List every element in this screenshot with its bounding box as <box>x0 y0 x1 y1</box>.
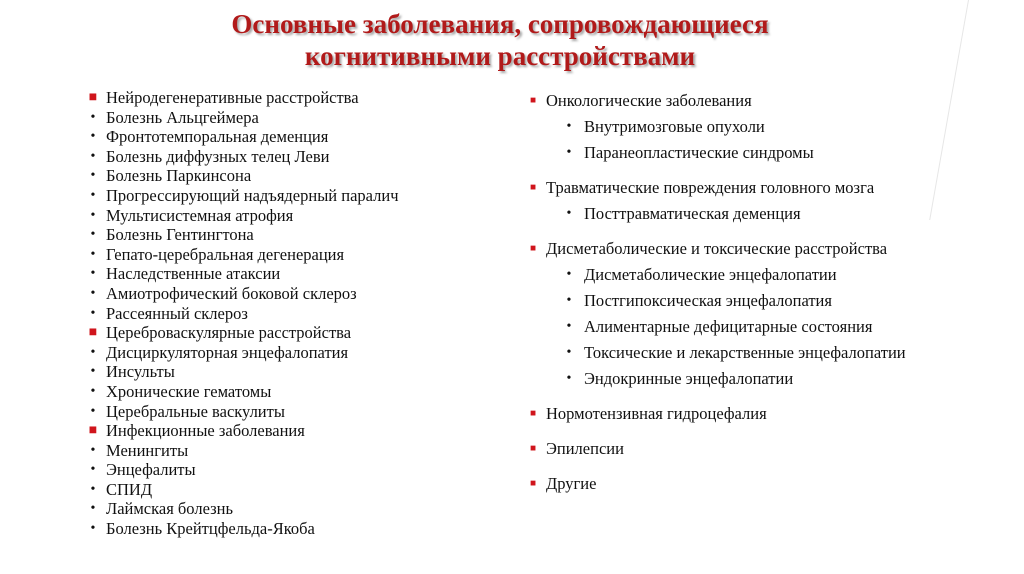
item-label: Паранеопластические синдромы <box>584 143 814 162</box>
item-label: Токсические и лекарственные энцефалопатии <box>584 343 906 362</box>
bullet-icon: • <box>90 305 96 321</box>
item-label: Хронические гематомы <box>106 381 272 401</box>
category-group <box>526 436 996 462</box>
category-group <box>526 401 996 427</box>
item-label: Цереброваскулярные расстройства <box>106 323 352 343</box>
bullet-icon: • <box>90 129 96 145</box>
item-label: Фронтотемпоральная деменция <box>106 127 329 147</box>
disease-item <box>86 206 506 226</box>
disease-item <box>86 147 506 167</box>
bullet-icon: • <box>566 319 572 334</box>
bullet-icon: • <box>566 345 572 360</box>
red-square-bullet-icon: ■ <box>88 423 98 439</box>
left-column-list <box>86 88 506 539</box>
disease-item <box>526 140 996 166</box>
disease-item <box>86 108 506 128</box>
category-label: Другие <box>546 474 597 493</box>
item-label: Амиотрофический боковой склероз <box>106 283 357 303</box>
category-item <box>86 421 506 441</box>
item-label: Болезнь Гентингтона <box>106 225 254 245</box>
item-label: Церебральные васкулиты <box>106 401 285 421</box>
disease-item <box>86 304 506 324</box>
disease-item <box>86 499 506 519</box>
bullet-icon: • <box>566 267 572 282</box>
category-item <box>526 175 996 201</box>
bullet-icon: • <box>566 293 572 308</box>
item-label: Алиментарные дефицитарные состояния <box>584 317 873 336</box>
title-line-1: Основные заболевания, сопровождающиеся <box>231 9 769 39</box>
disease-item <box>86 343 506 363</box>
red-square-bullet-icon: ■ <box>529 182 537 193</box>
bullet-icon: • <box>90 364 96 380</box>
slide-title <box>160 8 840 72</box>
bullet-icon: • <box>90 109 96 125</box>
title-line-2: когнитивными расстройствами <box>304 41 696 71</box>
category-item <box>526 471 996 497</box>
bullet-icon: • <box>90 187 96 203</box>
red-square-bullet-icon: ■ <box>529 408 537 419</box>
category-item <box>86 323 506 343</box>
bullet-icon: • <box>90 462 96 478</box>
item-label: Внутримозговые опухоли <box>584 117 765 136</box>
disease-item <box>86 186 506 206</box>
disease-item <box>86 264 506 284</box>
bullet-icon: • <box>90 481 96 497</box>
item-label: Наследственные атаксии <box>106 264 281 284</box>
category-item <box>526 436 996 462</box>
bullet-icon: • <box>90 521 96 537</box>
item-label: Дисметаболические энцефалопатии <box>584 265 837 284</box>
category-item <box>526 88 996 114</box>
item-label: Рассеянный склероз <box>106 303 248 323</box>
category-item <box>86 88 506 108</box>
bullet-icon: • <box>90 403 96 419</box>
red-square-bullet-icon: ■ <box>88 325 98 341</box>
disease-item <box>86 127 506 147</box>
bullet-icon: • <box>90 168 96 184</box>
item-label: Гепато-церебральная дегенерация <box>106 244 345 264</box>
bullet-icon: • <box>566 206 572 221</box>
bullet-icon: • <box>90 227 96 243</box>
disease-item <box>86 460 506 480</box>
disease-item <box>86 441 506 461</box>
disease-item <box>526 288 996 314</box>
disease-item <box>86 284 506 304</box>
item-label: Лаймская болезнь <box>106 499 233 519</box>
disease-item <box>526 201 996 227</box>
disease-item <box>86 480 506 500</box>
category-group <box>526 236 996 392</box>
item-label: Постгипоксическая энцефалопатия <box>584 291 832 310</box>
item-label: Болезнь Паркинсона <box>106 166 252 186</box>
bullet-icon: • <box>566 119 572 134</box>
bullet-icon: • <box>90 266 96 282</box>
right-column-list <box>526 88 996 506</box>
disease-item <box>526 366 996 392</box>
disease-item <box>526 114 996 140</box>
bullet-icon: • <box>90 383 96 399</box>
category-group <box>526 471 996 497</box>
item-label: Инфекционные заболевания <box>106 421 305 441</box>
bullet-icon: • <box>566 145 572 160</box>
category-group <box>526 88 996 166</box>
item-label: Энцефалиты <box>106 460 196 480</box>
disease-item <box>86 362 506 382</box>
category-label: Онкологические заболевания <box>546 91 752 110</box>
disease-item <box>526 340 996 366</box>
category-label: Нормотензивная гидроцефалия <box>546 404 767 423</box>
bullet-icon: • <box>90 344 96 360</box>
category-label: Дисметаболические и токсические расстройства <box>546 239 888 258</box>
red-square-bullet-icon: ■ <box>529 478 537 489</box>
item-label: Мультисистемная атрофия <box>106 205 294 225</box>
category-item <box>526 236 996 262</box>
disease-item <box>86 245 506 265</box>
disease-item <box>86 225 506 245</box>
item-label: Нейродегенеративные расстройства <box>106 88 359 107</box>
red-square-bullet-icon: ■ <box>529 443 537 454</box>
bullet-icon: • <box>90 285 96 301</box>
bullet-icon: • <box>90 442 96 458</box>
item-label: Болезнь Альцгеймера <box>106 107 259 127</box>
item-label: СПИД <box>106 479 153 499</box>
bullet-icon: • <box>566 371 572 386</box>
item-label: Болезнь диффузных телец Леви <box>106 146 330 166</box>
disease-item <box>86 382 506 402</box>
red-square-bullet-icon: ■ <box>88 90 98 105</box>
category-label: Травматические повреждения головного мозга <box>546 178 875 197</box>
item-label: Инсульты <box>106 362 175 382</box>
bullet-icon: • <box>90 148 96 164</box>
bullet-icon: • <box>90 207 96 223</box>
item-label: Болезнь Крейтцфельда-Якоба <box>106 519 315 539</box>
disease-item <box>86 402 506 422</box>
red-square-bullet-icon: ■ <box>529 95 537 106</box>
category-label: Эпилепсии <box>546 439 624 458</box>
item-label: Менингиты <box>106 440 189 460</box>
category-item <box>526 401 996 427</box>
item-label: Дисциркуляторная энцефалопатия <box>106 342 349 362</box>
item-label: Эндокринные энцефалопатии <box>584 369 794 388</box>
disease-item <box>526 262 996 288</box>
item-label: Посттравматическая деменция <box>584 204 801 223</box>
disease-item <box>86 166 506 186</box>
disease-item <box>526 314 996 340</box>
category-group <box>526 175 996 227</box>
red-square-bullet-icon: ■ <box>529 243 537 254</box>
bullet-icon: • <box>90 501 96 517</box>
bullet-icon: • <box>90 246 96 262</box>
disease-item <box>86 519 506 539</box>
item-label: Прогрессирующий надъядерный паралич <box>106 185 399 205</box>
